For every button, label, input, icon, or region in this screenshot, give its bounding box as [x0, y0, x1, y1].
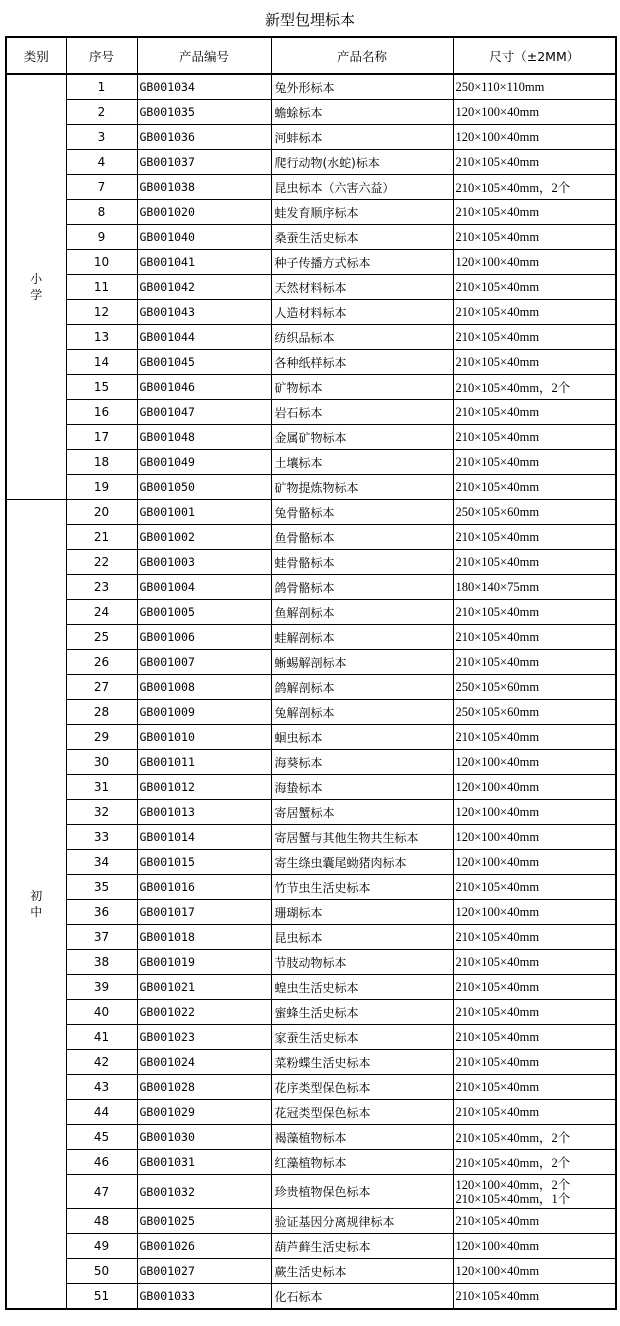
table-row	[6, 1209, 616, 1234]
product-name-cell: 鸽解剖标本	[271, 675, 453, 700]
table-row	[6, 900, 616, 925]
product-name-cell: 鸽骨骼标本	[271, 575, 453, 600]
product-name-cell: 珊瑚标本	[271, 900, 453, 925]
header-category: 类别	[6, 37, 66, 74]
size-cell: 120×100×40mm	[453, 775, 616, 800]
product-code-cell: GB001037	[137, 150, 271, 175]
product-name-cell: 天然材料标本	[271, 275, 453, 300]
serial-cell: 2	[66, 100, 137, 125]
product-name-cell: 花冠类型保色标本	[271, 1100, 453, 1125]
size-cell: 210×105×40mm	[453, 625, 616, 650]
size-cell: 210×105×40mm	[453, 300, 616, 325]
product-name-cell: 昆虫标本	[271, 925, 453, 950]
size-cell: 210×105×40mm	[453, 350, 616, 375]
serial-cell: 3	[66, 125, 137, 150]
product-name-cell: 葫芦藓生活史标本	[271, 1234, 453, 1259]
size-cell: 210×105×40mm	[453, 550, 616, 575]
product-name-cell: 桑蚕生活史标本	[271, 225, 453, 250]
size-cell: 210×105×40mm	[453, 975, 616, 1000]
product-code-cell: GB001003	[137, 550, 271, 575]
product-code-cell: GB001046	[137, 375, 271, 400]
serial-cell: 32	[66, 800, 137, 825]
size-cell: 120×100×40mm	[453, 750, 616, 775]
size-cell: 210×105×40mm	[453, 725, 616, 750]
product-name-cell: 花序类型保色标本	[271, 1075, 453, 1100]
table-row	[6, 325, 616, 350]
product-code-cell: GB001043	[137, 300, 271, 325]
serial-cell: 33	[66, 825, 137, 850]
product-code-cell: GB001048	[137, 425, 271, 450]
serial-cell: 38	[66, 950, 137, 975]
size-cell: 210×105×40mm	[453, 1000, 616, 1025]
serial-cell: 35	[66, 875, 137, 900]
table-row	[6, 825, 616, 850]
serial-cell: 17	[66, 425, 137, 450]
size-cell: 210×105×40mm	[453, 475, 616, 500]
product-name-cell: 海蛰标本	[271, 775, 453, 800]
size-cell: 120×100×40mm	[453, 850, 616, 875]
serial-cell: 1	[66, 74, 137, 100]
serial-cell: 31	[66, 775, 137, 800]
table-row	[6, 175, 616, 200]
product-name-cell: 蜥蜴解剖标本	[271, 650, 453, 675]
serial-cell: 8	[66, 200, 137, 225]
product-code-cell: GB001005	[137, 600, 271, 625]
product-code-cell: GB001030	[137, 1125, 271, 1150]
size-cell: 210×105×40mm	[453, 925, 616, 950]
product-name-cell: 各种纸样标本	[271, 350, 453, 375]
serial-cell: 7	[66, 175, 137, 200]
product-table	[5, 36, 617, 1310]
product-name-cell: 蟾蜍标本	[271, 100, 453, 125]
table-row	[6, 875, 616, 900]
size-cell: 250×105×60mm	[453, 500, 616, 525]
product-code-cell: GB001012	[137, 775, 271, 800]
table-row	[6, 650, 616, 675]
product-code-cell: GB001009	[137, 700, 271, 725]
size-cell: 120×100×40mm	[453, 100, 616, 125]
serial-cell: 30	[66, 750, 137, 775]
product-code-cell: GB001040	[137, 225, 271, 250]
table-row	[6, 975, 616, 1000]
product-code-cell: GB001019	[137, 950, 271, 975]
header-product-name: 产品名称	[271, 37, 453, 74]
serial-cell: 22	[66, 550, 137, 575]
product-code-cell: GB001028	[137, 1075, 271, 1100]
product-name-cell: 蛙解剖标本	[271, 625, 453, 650]
size-cell: 210×105×40mm，2个	[453, 175, 616, 200]
product-code-cell: GB001007	[137, 650, 271, 675]
table-row	[6, 425, 616, 450]
table-row	[6, 1175, 616, 1209]
size-cell: 120×100×40mm	[453, 825, 616, 850]
size-cell: 210×105×40mm	[453, 1100, 616, 1125]
product-code-cell: GB001034	[137, 74, 271, 100]
product-code-cell: GB001024	[137, 1050, 271, 1075]
product-name-cell: 矿物标本	[271, 375, 453, 400]
product-code-cell: GB001036	[137, 125, 271, 150]
table-row	[6, 725, 616, 750]
serial-cell: 26	[66, 650, 137, 675]
size-cell: 210×105×40mm	[453, 450, 616, 475]
product-code-cell: GB001050	[137, 475, 271, 500]
table-row	[6, 750, 616, 775]
size-cell: 210×105×40mm	[453, 1075, 616, 1100]
serial-cell: 42	[66, 1050, 137, 1075]
size-cell: 250×110×110mm	[453, 74, 616, 100]
serial-cell: 25	[66, 625, 137, 650]
table-row	[6, 550, 616, 575]
table-row	[6, 525, 616, 550]
serial-cell: 29	[66, 725, 137, 750]
serial-cell: 23	[66, 575, 137, 600]
size-cell: 210×105×40mm	[453, 200, 616, 225]
product-code-cell: GB001001	[137, 500, 271, 525]
size-cell: 180×140×75mm	[453, 575, 616, 600]
size-cell: 210×105×40mm	[453, 325, 616, 350]
size-cell: 210×105×40mm	[453, 150, 616, 175]
serial-cell: 9	[66, 225, 137, 250]
product-name-cell: 珍贵植物保色标本	[271, 1175, 453, 1209]
size-cell	[453, 1175, 616, 1209]
table-row	[6, 1075, 616, 1100]
serial-cell: 27	[66, 675, 137, 700]
product-name-cell: 蛙发育顺序标本	[271, 200, 453, 225]
table-header-row	[6, 37, 616, 74]
size-cell: 210×105×40mm	[453, 1050, 616, 1075]
product-code-cell: GB001032	[137, 1175, 271, 1209]
product-code-cell: GB001015	[137, 850, 271, 875]
table-row	[6, 475, 616, 500]
product-code-cell: GB001049	[137, 450, 271, 475]
product-code-cell: GB001023	[137, 1025, 271, 1050]
table-row	[6, 1100, 616, 1125]
serial-cell: 44	[66, 1100, 137, 1125]
table-row	[6, 1234, 616, 1259]
table-row	[6, 925, 616, 950]
product-code-cell: GB001011	[137, 750, 271, 775]
product-code-cell: GB001031	[137, 1150, 271, 1175]
product-code-cell: GB001038	[137, 175, 271, 200]
product-name-cell: 化石标本	[271, 1284, 453, 1310]
header-serial: 序号	[66, 37, 137, 74]
size-cell: 120×100×40mm	[453, 250, 616, 275]
size-cell: 210×105×40mm	[453, 875, 616, 900]
product-code-cell: GB001018	[137, 925, 271, 950]
table-row	[6, 250, 616, 275]
serial-cell: 24	[66, 600, 137, 625]
serial-cell: 13	[66, 325, 137, 350]
product-name-cell: 蕨生活史标本	[271, 1259, 453, 1284]
product-code-cell: GB001044	[137, 325, 271, 350]
serial-cell: 19	[66, 475, 137, 500]
size-cell: 210×105×40mm	[453, 275, 616, 300]
table-row	[6, 625, 616, 650]
table-row	[6, 850, 616, 875]
product-name-cell: 蛙骨骼标本	[271, 550, 453, 575]
product-code-cell: GB001022	[137, 1000, 271, 1025]
product-name-cell: 人造材料标本	[271, 300, 453, 325]
table-row	[6, 1000, 616, 1025]
serial-cell: 46	[66, 1150, 137, 1175]
table-row	[6, 775, 616, 800]
table-row	[6, 700, 616, 725]
product-name-cell: 金属矿物标本	[271, 425, 453, 450]
product-name-cell: 寄生绦虫囊尾蚴猪肉标本	[271, 850, 453, 875]
table-row	[6, 150, 616, 175]
serial-cell: 49	[66, 1234, 137, 1259]
product-code-cell: GB001020	[137, 200, 271, 225]
size-cell: 210×105×40mm	[453, 1025, 616, 1050]
product-code-cell: GB001047	[137, 400, 271, 425]
product-name-cell: 节肢动物标本	[271, 950, 453, 975]
table-row	[6, 1050, 616, 1075]
size-cell: 120×100×40mm	[453, 900, 616, 925]
table-row	[6, 200, 616, 225]
size-line: 120×100×40mm，2个	[455, 1177, 571, 1192]
serial-cell: 11	[66, 275, 137, 300]
product-name-cell: 红藻植物标本	[271, 1150, 453, 1175]
product-name-cell: 土壤标本	[271, 450, 453, 475]
serial-cell: 37	[66, 925, 137, 950]
serial-cell: 16	[66, 400, 137, 425]
product-name-cell: 寄居蟹与其他生物共生标本	[271, 825, 453, 850]
product-name-cell: 蝗虫生活史标本	[271, 975, 453, 1000]
size-line: 210×105×40mm，1个	[455, 1191, 571, 1206]
size-cell: 210×105×40mm	[453, 600, 616, 625]
product-name-cell: 爬行动物(水蛇)标本	[271, 150, 453, 175]
table-row	[6, 100, 616, 125]
serial-cell: 28	[66, 700, 137, 725]
product-code-cell: GB001013	[137, 800, 271, 825]
serial-cell: 21	[66, 525, 137, 550]
table-row	[6, 450, 616, 475]
product-name-cell: 竹节虫生活史标本	[271, 875, 453, 900]
product-name-cell: 矿物提炼物标本	[271, 475, 453, 500]
serial-cell: 20	[66, 500, 137, 525]
serial-cell: 41	[66, 1025, 137, 1050]
size-cell: 210×105×40mm	[453, 1284, 616, 1310]
size-cell: 210×105×40mm	[453, 950, 616, 975]
table-row	[6, 1259, 616, 1284]
product-code-cell: GB001006	[137, 625, 271, 650]
product-name-cell: 纺织品标本	[271, 325, 453, 350]
table-row	[6, 275, 616, 300]
product-code-cell: GB001027	[137, 1259, 271, 1284]
serial-cell: 43	[66, 1075, 137, 1100]
serial-cell: 48	[66, 1209, 137, 1234]
product-name-cell: 鱼骨骼标本	[271, 525, 453, 550]
product-code-cell: GB001016	[137, 875, 271, 900]
product-name-cell: 种子传播方式标本	[271, 250, 453, 275]
product-name-cell: 家蚕生活史标本	[271, 1025, 453, 1050]
product-name-cell: 鱼解剖标本	[271, 600, 453, 625]
table-row	[6, 575, 616, 600]
serial-cell: 39	[66, 975, 137, 1000]
product-code-cell: GB001017	[137, 900, 271, 925]
product-code-cell: GB001035	[137, 100, 271, 125]
size-cell: 120×100×40mm	[453, 1234, 616, 1259]
product-name-cell: 菜粉蝶生活史标本	[271, 1050, 453, 1075]
table-row	[6, 675, 616, 700]
table-row	[6, 800, 616, 825]
size-cell: 210×105×40mm	[453, 400, 616, 425]
size-cell: 120×100×40mm	[453, 800, 616, 825]
product-code-cell: GB001045	[137, 350, 271, 375]
size-cell: 210×105×40mm	[453, 650, 616, 675]
table-row	[6, 600, 616, 625]
product-code-cell: GB001010	[137, 725, 271, 750]
table-row	[6, 350, 616, 375]
serial-cell: 10	[66, 250, 137, 275]
table-row	[6, 375, 616, 400]
serial-cell: 4	[66, 150, 137, 175]
serial-cell: 14	[66, 350, 137, 375]
document-title: 新型包埋标本	[264, 11, 355, 29]
table-row	[6, 225, 616, 250]
product-name-cell: 兔外形标本	[271, 74, 453, 100]
size-cell: 210×105×40mm，2个	[453, 1125, 616, 1150]
size-cell: 210×105×40mm	[453, 525, 616, 550]
product-name-cell: 兔骨骼标本	[271, 500, 453, 525]
product-code-cell: GB001021	[137, 975, 271, 1000]
product-code-cell: GB001008	[137, 675, 271, 700]
table-row	[6, 300, 616, 325]
header-size: 尺寸（±2MM）	[453, 37, 616, 74]
table-row	[6, 1284, 616, 1310]
product-code-cell: GB001004	[137, 575, 271, 600]
size-cell: 210×105×40mm	[453, 1209, 616, 1234]
product-name-cell: 蜜蜂生活史标本	[271, 1000, 453, 1025]
product-code-cell: GB001026	[137, 1234, 271, 1259]
table-row	[6, 1125, 616, 1150]
product-code-cell: GB001002	[137, 525, 271, 550]
serial-cell: 40	[66, 1000, 137, 1025]
product-code-cell: GB001014	[137, 825, 271, 850]
table-row	[6, 1025, 616, 1050]
product-name-cell: 海葵标本	[271, 750, 453, 775]
serial-cell: 47	[66, 1175, 137, 1209]
serial-cell: 45	[66, 1125, 137, 1150]
category-cell: 小 学	[6, 74, 66, 500]
table-row	[6, 125, 616, 150]
product-name-cell: 验证基因分离规律标本	[271, 1209, 453, 1234]
size-cell: 120×100×40mm	[453, 1259, 616, 1284]
serial-cell: 12	[66, 300, 137, 325]
serial-cell: 18	[66, 450, 137, 475]
size-cell: 250×105×60mm	[453, 700, 616, 725]
product-code-cell: GB001025	[137, 1209, 271, 1234]
product-name-cell: 岩石标本	[271, 400, 453, 425]
product-name-cell: 昆虫标本（六害六益）	[271, 175, 453, 200]
table-row	[6, 400, 616, 425]
size-cell: 210×105×40mm	[453, 225, 616, 250]
table-row	[6, 500, 616, 525]
table-row	[6, 1150, 616, 1175]
serial-cell: 15	[66, 375, 137, 400]
product-name-cell: 褐藻植物标本	[271, 1125, 453, 1150]
product-name-cell: 河蚌标本	[271, 125, 453, 150]
product-name-cell: 兔解剖标本	[271, 700, 453, 725]
product-code-cell: GB001029	[137, 1100, 271, 1125]
size-cell: 210×105×40mm	[453, 425, 616, 450]
product-name-cell: 寄居蟹标本	[271, 800, 453, 825]
size-cell: 120×100×40mm	[453, 125, 616, 150]
serial-cell: 36	[66, 900, 137, 925]
product-name-cell: 蛔虫标本	[271, 725, 453, 750]
header-product-code: 产品编号	[137, 37, 271, 74]
size-cell: 250×105×60mm	[453, 675, 616, 700]
category-cell: 初 中	[6, 500, 66, 1310]
table-row	[6, 950, 616, 975]
product-code-cell: GB001041	[137, 250, 271, 275]
serial-cell: 34	[66, 850, 137, 875]
size-cell: 210×105×40mm，2个	[453, 375, 616, 400]
product-code-cell: GB001033	[137, 1284, 271, 1310]
table-row	[6, 74, 616, 100]
size-cell: 210×105×40mm，2个	[453, 1150, 616, 1175]
serial-cell: 51	[66, 1284, 137, 1310]
serial-cell: 50	[66, 1259, 137, 1284]
product-code-cell: GB001042	[137, 275, 271, 300]
